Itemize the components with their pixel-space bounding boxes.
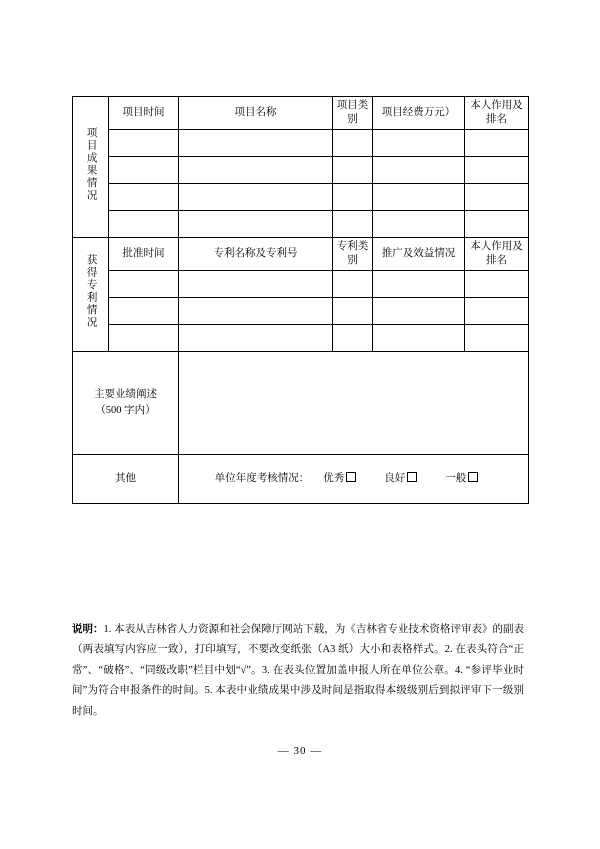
form-sheet	[72, 96, 528, 504]
cell-patent-type[interactable]	[333, 325, 373, 352]
cell-project-name[interactable]	[179, 211, 333, 238]
cell-project-role[interactable]	[465, 130, 529, 157]
cell-project-funding[interactable]	[373, 211, 465, 238]
option-excellent-label: 优秀	[323, 472, 345, 484]
cell-project-role[interactable]	[465, 157, 529, 184]
option-average[interactable]	[445, 472, 478, 486]
cell-project-time[interactable]	[109, 211, 179, 238]
checkbox-average[interactable]	[468, 472, 478, 482]
option-excellent[interactable]	[323, 472, 356, 486]
cell-project-time[interactable]	[109, 184, 179, 211]
cell-project-type[interactable]	[333, 130, 373, 157]
cell-project-funding[interactable]	[373, 130, 465, 157]
table-row	[73, 298, 529, 325]
cell-project-type[interactable]	[333, 211, 373, 238]
cell-patent-role[interactable]	[465, 298, 529, 325]
cell-patent-time[interactable]	[109, 325, 179, 352]
cell-project-type[interactable]	[333, 157, 373, 184]
option-average-label: 一般	[445, 472, 467, 484]
instructions-text: 1. 本表从吉林省人力资源和社会保障厅网站下载，为《吉林省专业技术资格评审表》的副表（两表填写内容应一致），打印填写，不要改变纸张（A3 纸）大小和表格样式。2. 在表头符合“正常”、“破格”、“同级改职”栏目中划“√”。3. 在表头位置加盖申报人所在单位公章。4. “参评毕业时间”为符合申报条件的时间。5. 本表中业绩成果中涉及时间是指取得本级级别后到拟评审下一级别时间。	[72, 624, 525, 717]
cell-project-role[interactable]	[465, 184, 529, 211]
annual-review-prefix: 单位年度考核情况：	[214, 472, 310, 484]
col-header-project-funding: 项目经费万元）	[373, 97, 465, 130]
option-good-label: 良好	[384, 472, 406, 484]
col-header-project-time: 项目时间	[109, 97, 179, 130]
col-header-patent-benefit: 推广及效益情况	[373, 238, 465, 271]
col-header-project-role: 本人作用及排名	[465, 97, 529, 130]
cell-summary-value[interactable]	[179, 352, 529, 455]
cell-patent-name[interactable]	[179, 325, 333, 352]
cell-project-name[interactable]	[179, 184, 333, 211]
col-header-patent-name: 专利名称及专利号	[179, 238, 333, 271]
cell-patent-type[interactable]	[333, 271, 373, 298]
page-number: — 30 —	[277, 745, 323, 757]
col-header-patent-type: 专利类别	[333, 238, 373, 271]
cell-patent-type[interactable]	[333, 298, 373, 325]
table-row	[73, 184, 529, 211]
table-row	[73, 211, 529, 238]
col-header-project-name: 项目名称	[179, 97, 333, 130]
cell-project-role[interactable]	[465, 211, 529, 238]
cell-project-name[interactable]	[179, 130, 333, 157]
cell-patent-role[interactable]	[465, 271, 529, 298]
instructions-lead: 说明：	[72, 624, 104, 635]
cell-project-time[interactable]	[109, 130, 179, 157]
cell-project-time[interactable]	[109, 157, 179, 184]
cell-annual-review	[179, 455, 529, 504]
table-row	[73, 455, 529, 504]
table-row	[73, 238, 529, 271]
checkbox-good[interactable]	[407, 472, 417, 482]
row-label-patent: 获得专利情况	[73, 238, 109, 352]
cell-patent-benefit[interactable]	[373, 325, 465, 352]
cell-project-funding[interactable]	[373, 157, 465, 184]
cell-patent-time[interactable]	[109, 298, 179, 325]
table-row	[73, 352, 529, 455]
cell-project-funding[interactable]	[373, 184, 465, 211]
table-row	[73, 157, 529, 184]
cell-project-name[interactable]	[179, 157, 333, 184]
row-label-summary: 主要业绩阐述 （500 字内）	[73, 352, 179, 455]
form-instructions	[72, 620, 524, 722]
col-header-patent-role: 本人作用及排名	[465, 238, 529, 271]
table-row	[73, 325, 529, 352]
table-row	[73, 97, 529, 130]
option-good[interactable]	[384, 472, 417, 486]
row-label-other: 其他	[73, 455, 179, 504]
col-header-project-type: 项目类别	[333, 97, 373, 130]
col-header-patent-time: 批准时间	[109, 238, 179, 271]
instructions-paragraph	[72, 620, 524, 722]
cell-patent-role[interactable]	[465, 325, 529, 352]
cell-patent-benefit[interactable]	[373, 298, 465, 325]
cell-patent-name[interactable]	[179, 298, 333, 325]
table-row	[73, 130, 529, 157]
cell-project-type[interactable]	[333, 184, 373, 211]
achievement-form-table	[72, 96, 529, 504]
cell-patent-name[interactable]	[179, 271, 333, 298]
cell-patent-time[interactable]	[109, 271, 179, 298]
checkbox-excellent[interactable]	[346, 472, 356, 482]
row-label-project: 项目成果情况	[73, 97, 109, 238]
cell-patent-benefit[interactable]	[373, 271, 465, 298]
table-row	[73, 271, 529, 298]
